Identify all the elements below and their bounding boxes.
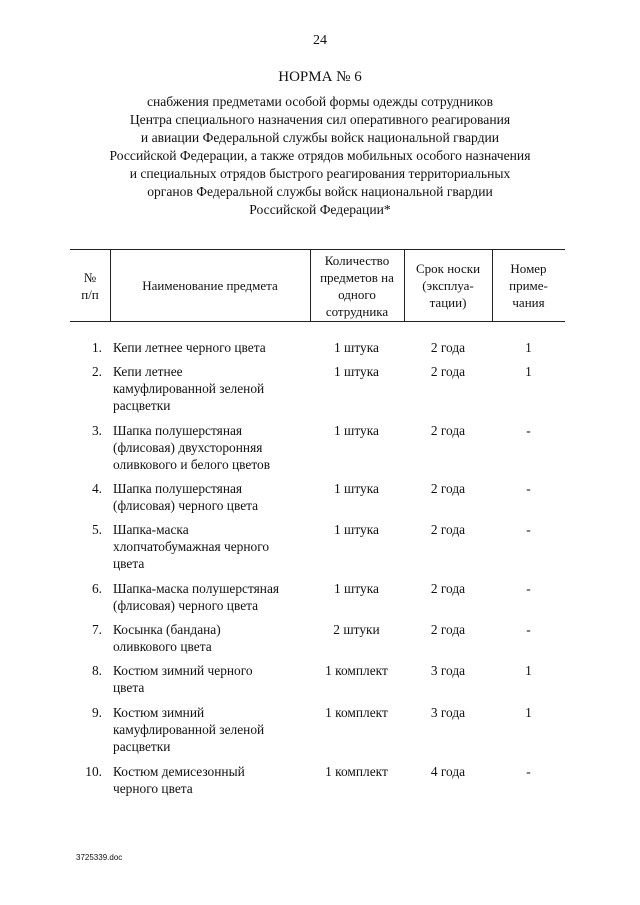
subtitle-line: и специальных отрядов быстрого реагирования территориальных [129, 166, 511, 181]
page-number: 24 [313, 33, 327, 48]
subtitle-line: Центра специального назначения сил оперативного реагирования [129, 112, 511, 127]
subtitle-line: Российской Федерации, а также отрядов мобильных особого назначения [109, 148, 531, 163]
file-name-footer: 3725339.doc [76, 853, 123, 862]
header-name: Наименование предмета [142, 278, 278, 293]
subtitle-line: снабжения предметами особой формы одежды сотрудников [146, 94, 494, 109]
document-title: НОРМА № 6 [278, 69, 362, 85]
header-term: Срок носки (эксплуа- тации) [415, 261, 481, 310]
header-num: № п/п [81, 269, 99, 302]
subtitle-line: Российской Федерации* [249, 202, 391, 217]
subtitle-line: и авиации Федеральной службы войск национальной гвардии [140, 130, 500, 145]
subtitle-line: органов Федеральной службы войск национальной гвардии [147, 184, 493, 199]
header-quantity: Количество предметов на одного сотрудника [320, 252, 394, 319]
table-header-bottom-border [70, 321, 565, 322]
header-note: Номер приме- чания [509, 261, 548, 310]
document-subtitle [70, 93, 570, 219]
